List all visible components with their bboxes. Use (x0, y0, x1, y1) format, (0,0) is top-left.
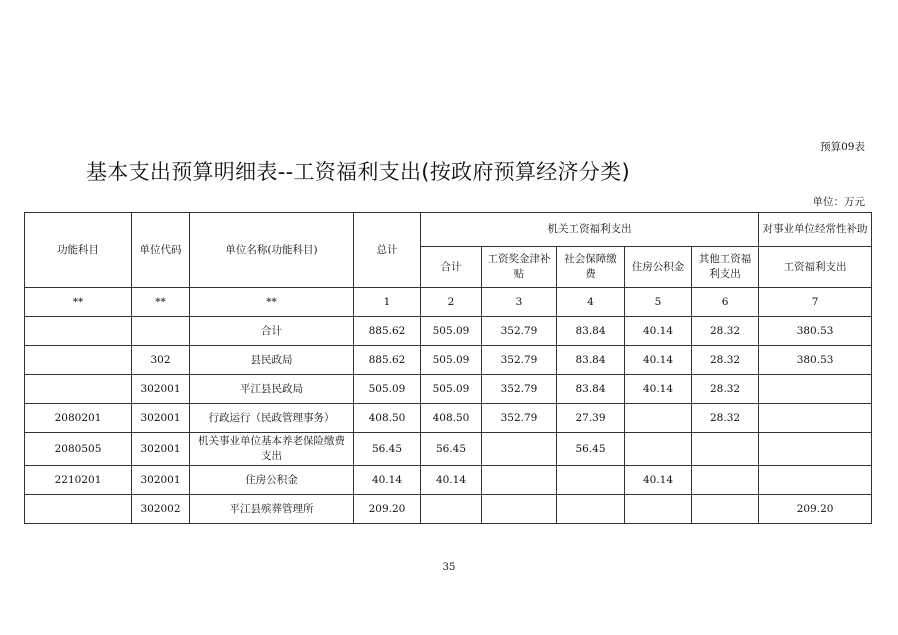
header-subtotal: 合计 (421, 247, 482, 288)
table-cell: 28.32 (692, 317, 759, 346)
table-cell (557, 466, 625, 495)
table-cell: 40.14 (625, 375, 692, 404)
table-cell: 302001 (132, 466, 190, 495)
table-cell: 2080201 (25, 404, 132, 433)
table-cell: 合计 (190, 317, 354, 346)
table-cell (132, 317, 190, 346)
index-cell: ** (190, 288, 354, 317)
table-cell: 302001 (132, 375, 190, 404)
table-cell (759, 375, 872, 404)
table-cell: 83.84 (557, 346, 625, 375)
table-row (25, 433, 872, 466)
table-cell (625, 404, 692, 433)
table-cell (759, 466, 872, 495)
table-cell: 83.84 (557, 317, 625, 346)
header-wage-bonus: 工资奖金津补贴 (482, 247, 557, 288)
table-cell: 505.09 (421, 317, 482, 346)
index-cell: 3 (482, 288, 557, 317)
table-cell: 380.53 (759, 346, 872, 375)
table-cell: 56.45 (557, 433, 625, 466)
budget-detail-table (24, 212, 872, 524)
table-cell (692, 466, 759, 495)
index-cell: 4 (557, 288, 625, 317)
index-cell: 6 (692, 288, 759, 317)
table-cell: 住房公积金 (190, 466, 354, 495)
table-cell: 885.62 (354, 346, 421, 375)
table-row (25, 466, 872, 495)
table-cell: 380.53 (759, 317, 872, 346)
table-cell: 505.09 (421, 346, 482, 375)
table-cell: 505.09 (354, 375, 421, 404)
table-cell (625, 433, 692, 466)
table-cell: 40.14 (625, 346, 692, 375)
table-cell: 505.09 (421, 375, 482, 404)
header-agency-group: 机关工资福利支出 (421, 213, 759, 247)
table-cell (759, 433, 872, 466)
table-row (25, 404, 872, 433)
table-cell: 28.32 (692, 404, 759, 433)
index-cell: ** (25, 288, 132, 317)
table-cell: 302 (132, 346, 190, 375)
table-cell (25, 317, 132, 346)
index-row (25, 288, 872, 317)
header-row-1 (25, 213, 872, 247)
table-cell: 40.14 (625, 466, 692, 495)
table-cell: 885.62 (354, 317, 421, 346)
table-cell: 2080505 (25, 433, 132, 466)
header-other-welfare: 其他工资福利支出 (692, 247, 759, 288)
table-cell (482, 495, 557, 524)
index-cell: 5 (625, 288, 692, 317)
table-cell (25, 375, 132, 404)
table-cell (692, 433, 759, 466)
table-cell: 56.45 (354, 433, 421, 466)
table-cell: 352.79 (482, 346, 557, 375)
table-row (25, 495, 872, 524)
table-cell: 28.32 (692, 346, 759, 375)
table-cell (759, 404, 872, 433)
table-cell: 县民政局 (190, 346, 354, 375)
table-cell: 302001 (132, 404, 190, 433)
index-cell: 2 (421, 288, 482, 317)
index-cell: 7 (759, 288, 872, 317)
table-row (25, 346, 872, 375)
table-cell: 302002 (132, 495, 190, 524)
table-cell: 平江县民政局 (190, 375, 354, 404)
header-institution-group: 对事业单位经常性补助 (759, 213, 872, 247)
table-cell (25, 495, 132, 524)
table-cell: 2210201 (25, 466, 132, 495)
index-cell: ** (132, 288, 190, 317)
table-cell: 408.50 (354, 404, 421, 433)
table-cell: 40.14 (421, 466, 482, 495)
header-welfare-expense: 工资福利支出 (759, 247, 872, 288)
table-cell (625, 495, 692, 524)
table-cell: 40.14 (354, 466, 421, 495)
table-cell: 352.79 (482, 317, 557, 346)
table-cell: 209.20 (354, 495, 421, 524)
table-cell: 83.84 (557, 375, 625, 404)
table-cell: 209.20 (759, 495, 872, 524)
table-cell: 40.14 (625, 317, 692, 346)
form-code: 预算09表 (820, 141, 865, 153)
header-unit-code: 单位代码 (132, 213, 190, 288)
table-cell: 56.45 (421, 433, 482, 466)
table-row (25, 375, 872, 404)
table-cell: 27.39 (557, 404, 625, 433)
header-total: 总计 (354, 213, 421, 288)
table-cell: 352.79 (482, 375, 557, 404)
page-title: 基本支出预算明细表--工资福利支出(按政府预算经济分类) (86, 160, 630, 184)
table-cell: 平江县殡葬管理所 (190, 495, 354, 524)
table-cell (482, 433, 557, 466)
table-cell: 302001 (132, 433, 190, 466)
header-unit-name: 单位名称(功能科目) (190, 213, 354, 288)
header-housing-fund: 住房公积金 (625, 247, 692, 288)
table-cell (482, 466, 557, 495)
table-cell: 352.79 (482, 404, 557, 433)
page-number: 35 (442, 562, 456, 573)
table-cell (25, 346, 132, 375)
table-cell (557, 495, 625, 524)
table-cell (421, 495, 482, 524)
table-cell: 行政运行（民政管理事务） (190, 404, 354, 433)
index-cell: 1 (354, 288, 421, 317)
header-function-subject: 功能科目 (25, 213, 132, 288)
unit-label: 单位：万元 (812, 196, 865, 208)
table-cell (692, 495, 759, 524)
table-cell: 机关事业单位基本养老保险缴费支出 (190, 433, 354, 466)
header-social-security: 社会保障缴费 (557, 247, 625, 288)
table-cell: 408.50 (421, 404, 482, 433)
table-cell: 28.32 (692, 375, 759, 404)
table-row (25, 317, 872, 346)
